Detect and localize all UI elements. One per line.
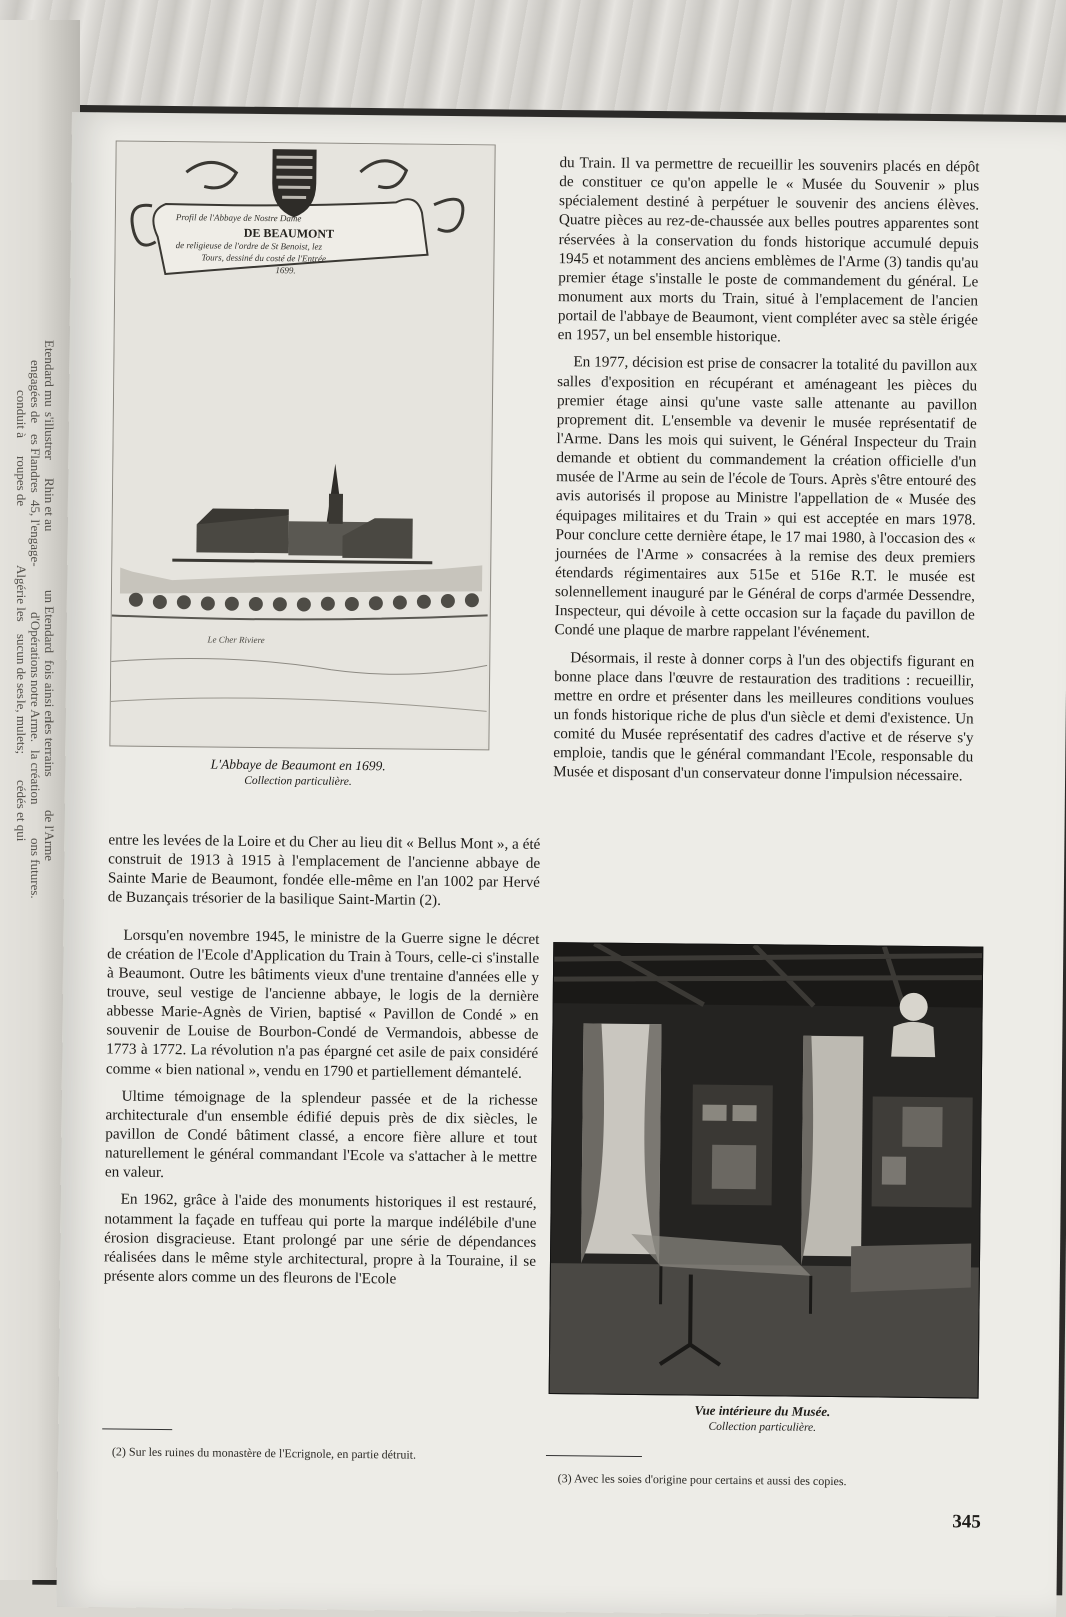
left-page-fragment: s'illustrer [42,412,57,460]
page-number: 345 [952,1511,981,1533]
left-page-fragment: d'Opérations [28,612,43,678]
left-page-fragment: les terrains [42,720,57,777]
caption-left-title: L'Abbaye de Beaumont en 1699. [210,756,386,774]
footnote-left: (2) Sur les ruines du monastère de l'Ecrignole, en partie détruit. [111,1444,417,1462]
abbey-engraving [109,140,495,750]
left-page-fragment: un Etendard [42,590,57,654]
text-column-right [553,153,980,794]
museum-interior-photo [549,942,984,1398]
left-page-fragment: le, mulets; [14,700,29,755]
paragraph: entre les levées de la Loire et du Cher au lieu dit « Bellus Mont », a été construit de 1913 à 1915 à l'emplacement de l'ancienne abbaye de Sainte Marie de Beaumont, fondée elle-même en l'an 1002 par Hervé de Buzançais trésorier de la basilique Saint-Martin (2). [107,831,541,910]
caption-right [548,1400,976,1438]
cartouche-year: 1699. [275,265,296,276]
paragraph: du Train. Il va permettre de recueillir les souvenirs placés en dépôt de constituer ce qu'on appelle le « Musée du Souvenir » plus spécialement destiné à perpétuer le souvenir des anciens élèves. Quatre pièces au rez-de-chaussée aux belles poutres apparentes sont réservées à la conservation du fonds historique accumulé depuis 1945 et notamment des anciens emblèmes de l'Arme (3) tandis qu'au premier étage s'installe le poste de commandement du général. Le monument aux morts du Train, situé à l'emplacement de l'ancien portail de l'abbaye de Beaumont, vient compléter avec sa stèle érigée en 1957, un bel ensemble historique. [557,154,980,346]
cartouche-line1: Profil de l'Abbaye de Nostre Dame [175,212,302,224]
left-page-fragment: engagées de [28,360,43,424]
left-page-fragment: conduit à [14,390,29,439]
paragraph: En 1977, décision est prise de consacrer la totalité du pavillon aux salles d'exposition en récupérant et aménageant les pièces du premier étage ainsi qu'une vaste salle attenante au pavillon proprement dit. L'ensemble va devenir le musée représentatif de l'Arme. Dans les mois qui suivent, le Général Inspecteur du Train demande et obtient du commandement la création officielle d'un musée de l'Arme au sein de l'école de Tours. Après s'être entouré des avis autorisés il propose au Ministre l'appellation de « Musée des équipages militaires et du Train » qui est acceptée en mars 1978. Pour conclure cette dernière étape, le 17 mai 1980, à l'occasion des « journées de l'Arme » consacrées à la remise des deux premiers étendards régimentaires aux 515e et 516e R.T. le musée est solennellement inauguré par le Général de corps d'armée Dessendre, Inspecteur, qui dévoile à cette occasion sur la façade du pavillon de Condé une plaque de marbre rappelant l'événement. [554,353,978,642]
text-column-left [104,830,541,1298]
left-page-fragment: es Flandres [28,434,43,493]
left-page-fragment: ons futures. [28,838,43,899]
caption-right-title: Vue intérieure du Musée. [694,1402,831,1420]
left-page-fragment: cédés et qui [14,780,29,842]
caption-left-credit: Collection particulière. [244,775,352,789]
left-page-fragment: la création [28,750,43,805]
paragraph: En 1962, grâce à l'aide des monuments historiques il est restauré, notamment la façade en tuffeau qui porte la marque indélébile d'une érosion disgracieuse. Etant prolongé par une série de dépendances réalisées dans le même style architectural, propre à la Touraine, il se présente alors comme un des fleurons de l'Ecole [103,1190,537,1288]
footnote-rule-left [102,1428,172,1430]
cartouche-line3: Tours, dessiné du costé de l'Entrée [201,252,327,264]
footnote-rule-right [546,1455,642,1457]
caption-right-credit: Collection particulière. [708,1420,817,1434]
left-page-fragment: 45, l'engage- [28,500,43,567]
caption-left [109,754,487,792]
left-page-fragment: Etendard mu [42,340,57,407]
left-page-fragment: Rhin et au [42,478,57,532]
paragraph: Désormais, il reste à donner corps à l'un des objectifs figurant en bonne place dans l'œuvre de restauration des traditions : recueillir, mettre en ordre et présenter dans les meilleures conditions voulues un fonds historique riche de plus d'un siècle et demi d'existence. Un comité du Musée représentatif des cadres d'active et de réserve s'y emploie, tandis que le général commandant l'Ecole, responsable du Musée et disposant d'un conservateur donne l'impulsion nécessaire. [553,648,975,785]
paragraph: Ultime témoignage de la splendeur passée et de la richesse architecturale d'un ensemble édifié depuis près de dix siècles, le pavillon de Condé bâtiment classé, a encore fière allure et tout naturellement le général commandant l'Ecole va s'attacher à le mettre en valeur. [104,1087,538,1182]
left-page-fragment: roupes de [14,456,29,507]
river-label: Le Cher Riviere [207,634,265,646]
paragraph: Lorsqu'en novembre 1945, le ministre de la Guerre signe le décret de création de l'Ecole d'Application du Train à Tours, celle-ci s'installe à Beaumont. Outre les bâtiments vieux d'une trentaine d'années elle y trouve, seul vestige de l'ancienne abbaye, le logis de la dernière abbesse Marie-Agnès de Virien, baptisé « Pavillon de Condé » en souvenir de Louise de Bourbon-Condé de Vermandois, abbesse de 1773 à 1772. La révolution n'a pas épargné cet asile de paix considéré comme « bien national », vendu en 1790 et partiellement démantelé. [105,926,540,1082]
cartouche-title: DE BEAUMONT [243,225,335,241]
cartouche-line2: de religieuse de l'ordre de St Benoist, lez [175,240,323,252]
footnote-right: (3) Avec les soies d'origine pour certains et aussi des copies. [557,1471,847,1489]
left-page-fragment: notre Arme. [28,680,43,743]
left-page-fragment: Algérie les [14,565,29,622]
left-page-fragment: de l'Arme [42,810,57,862]
left-page-fragment: sucun de ses [14,634,29,699]
left-page-fragment: fois ainsi en [42,660,57,723]
book-page [56,112,1066,1617]
